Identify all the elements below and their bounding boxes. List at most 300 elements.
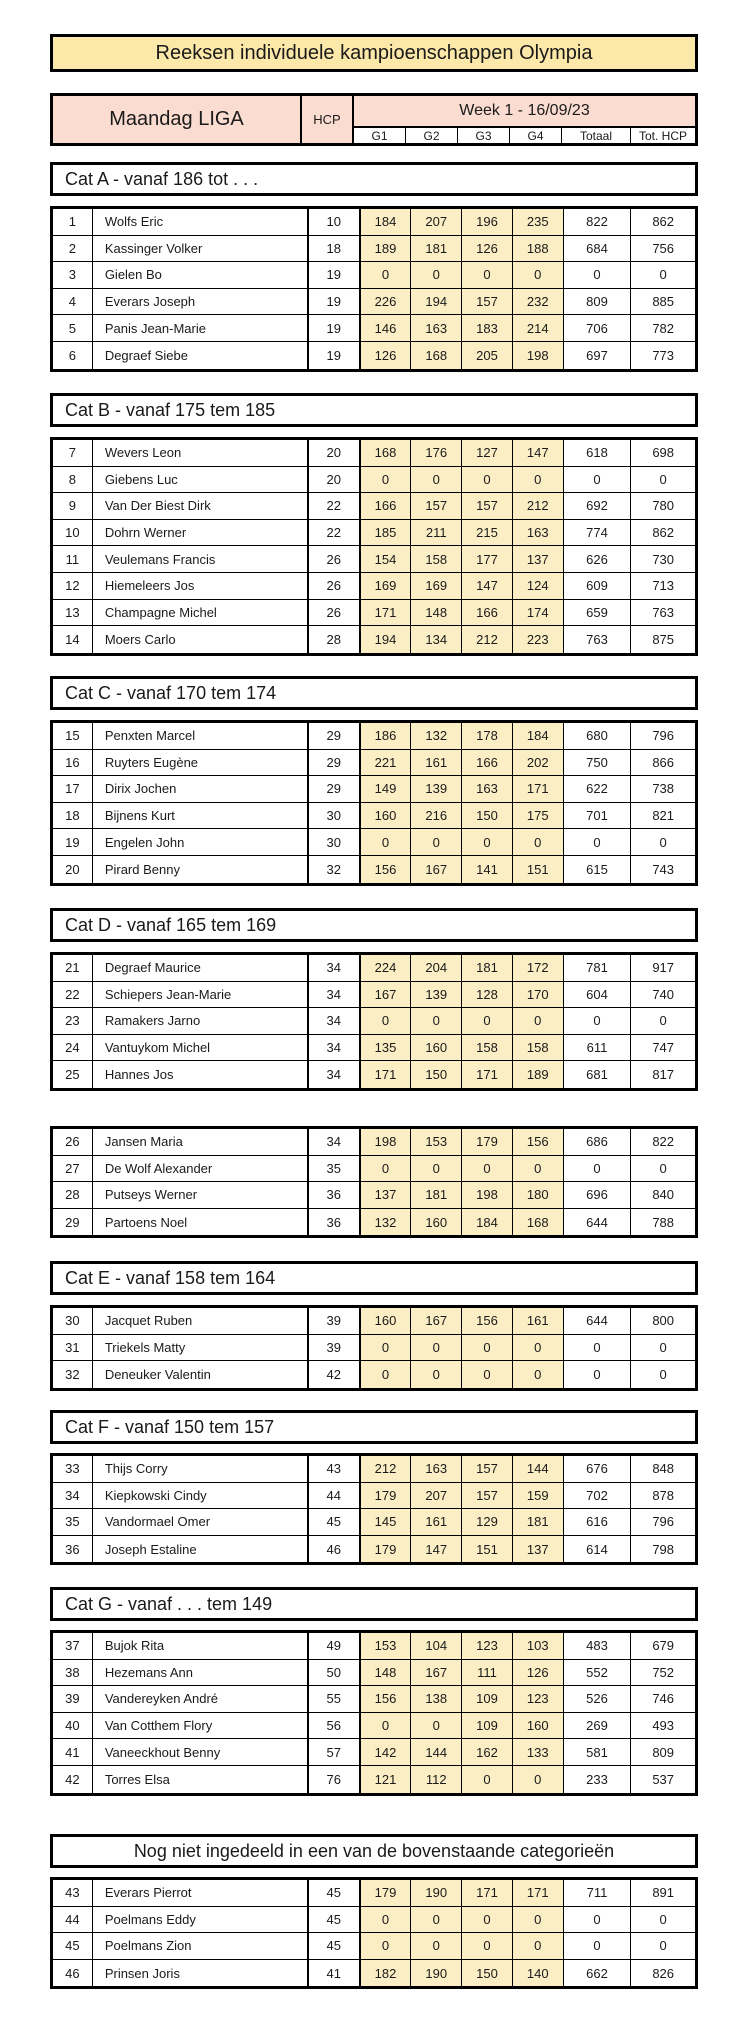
handicap: 19: [309, 262, 361, 288]
total-score: 681: [564, 1061, 632, 1088]
game-2-score: 161: [411, 1509, 462, 1535]
game-1-score: 182: [361, 1960, 412, 1987]
row-number: 16: [53, 750, 93, 776]
category-table: [50, 1453, 698, 1565]
table-row: [53, 289, 695, 316]
game-2-score: 150: [411, 1061, 462, 1088]
game-1-score: 146: [361, 315, 412, 341]
row-number: 13: [53, 600, 93, 626]
total-score: 483: [564, 1633, 632, 1659]
score-column-headers: [354, 128, 695, 143]
game-4-score: 198: [513, 342, 564, 369]
player-name: Penxten Marcel: [93, 723, 309, 749]
row-number: 8: [53, 467, 93, 493]
game-3-score: 128: [462, 982, 513, 1008]
total-hcp-score: 537: [652, 1771, 675, 1787]
game-1-score: 145: [361, 1509, 412, 1535]
row-number: 20: [53, 856, 93, 883]
total-score: 611: [564, 1035, 632, 1061]
game-2-score: 104: [411, 1633, 462, 1659]
game-3-score: 163: [462, 776, 513, 802]
player-name: Poelmans Zion: [93, 1933, 309, 1959]
player-name: Degraef Siebe: [93, 342, 309, 369]
game-3-score: 205: [462, 342, 513, 369]
game-2-score: 160: [411, 1209, 462, 1236]
category-heading: Cat A - vanaf 186 tot . . .: [50, 162, 698, 196]
handicap: 26: [309, 573, 361, 599]
total-hcp-score: 713: [652, 578, 675, 594]
game-2-score: 168: [411, 342, 462, 369]
total-score: 0: [564, 1156, 632, 1182]
player-name: Van Der Biest Dirk: [93, 493, 309, 519]
game-4-score: 223: [513, 626, 564, 653]
game-3-score: 109: [462, 1686, 513, 1712]
table-row: [53, 776, 695, 803]
row-number: 37: [53, 1633, 93, 1659]
game-4-score: 0: [513, 1907, 564, 1933]
player-name: Schiepers Jean-Marie: [93, 982, 309, 1008]
category-table: [50, 206, 698, 372]
player-name: Jacquet Ruben: [93, 1308, 309, 1334]
game-3-score: 157: [462, 1483, 513, 1509]
player-name: Kassinger Volker: [93, 236, 309, 262]
game-2-score: 167: [411, 1660, 462, 1686]
player-name: Joseph Estaline: [93, 1536, 309, 1563]
game-3-score: 177: [462, 546, 513, 572]
game-3-score: 129: [462, 1509, 513, 1535]
game-2-score: 163: [411, 1456, 462, 1482]
handicap: 20: [309, 440, 361, 466]
player-name: Veulemans Francis: [93, 546, 309, 572]
total-hcp-score: 817: [652, 1067, 675, 1083]
row-number: 32: [53, 1361, 93, 1388]
total-score: 233: [564, 1766, 632, 1793]
category-heading: Cat G - vanaf . . . tem 149: [50, 1587, 698, 1621]
game-4-score: 137: [513, 546, 564, 572]
total-score: 0: [564, 1008, 632, 1034]
game-2-score: 153: [411, 1129, 462, 1155]
total-score: 711: [564, 1880, 632, 1906]
row-number: 38: [53, 1660, 93, 1686]
player-name: Gielen Bo: [93, 262, 309, 288]
total-hcp-score: 698: [652, 445, 675, 461]
game-1-score: 167: [361, 982, 412, 1008]
handicap: 46: [309, 1536, 361, 1563]
row-number: 18: [53, 803, 93, 829]
table-row: [53, 803, 695, 830]
total-hcp-score: 738: [652, 781, 675, 797]
total-hcp-score: 885: [652, 294, 675, 310]
table-row: [53, 1308, 695, 1335]
game-1-score: 171: [361, 600, 412, 626]
total-hcp-score: 878: [652, 1487, 675, 1503]
table-row: [53, 546, 695, 573]
row-number: 5: [53, 315, 93, 341]
handicap: 22: [309, 493, 361, 519]
total-hcp-score: 866: [652, 754, 675, 770]
total-score: 609: [564, 573, 632, 599]
column-header-g1: G1: [354, 128, 406, 143]
game-1-score: 171: [361, 1061, 412, 1088]
week-title: Week 1 - 16/09/23: [354, 96, 695, 128]
player-name: Bujok Rita: [93, 1633, 309, 1659]
game-2-score: 216: [411, 803, 462, 829]
game-4-score: 235: [513, 209, 564, 235]
handicap: 19: [309, 342, 361, 369]
row-number: 42: [53, 1766, 93, 1793]
player-name: Putseys Werner: [93, 1182, 309, 1208]
game-1-score: 194: [361, 626, 412, 653]
game-2-score: 138: [411, 1686, 462, 1712]
handicap: 30: [309, 803, 361, 829]
player-name: Vaneeckhout Benny: [93, 1739, 309, 1765]
player-name: Giebens Luc: [93, 467, 309, 493]
table-row: [53, 982, 695, 1009]
table-row: [53, 1960, 695, 1987]
game-3-score: 158: [462, 1035, 513, 1061]
row-number: 40: [53, 1713, 93, 1739]
game-4-score: 171: [513, 1880, 564, 1906]
row-number: 30: [53, 1308, 93, 1334]
handicap: 19: [309, 289, 361, 315]
game-2-score: 181: [411, 1182, 462, 1208]
handicap: 32: [309, 856, 361, 883]
game-1-score: 0: [361, 1361, 412, 1388]
table-row: [53, 1182, 695, 1209]
total-score: 706: [564, 315, 632, 341]
total-score: 750: [564, 750, 632, 776]
row-number: 7: [53, 440, 93, 466]
handicap: 57: [309, 1739, 361, 1765]
total-score: 680: [564, 723, 632, 749]
game-4-score: 163: [513, 520, 564, 546]
game-1-score: 137: [361, 1182, 412, 1208]
total-hcp-score: 743: [652, 861, 675, 877]
handicap: 20: [309, 467, 361, 493]
game-3-score: 178: [462, 723, 513, 749]
row-number: 33: [53, 1456, 93, 1482]
total-hcp-score: 0: [659, 1938, 667, 1954]
table-row: [53, 1335, 695, 1362]
category-table: [50, 437, 698, 656]
game-4-score: 232: [513, 289, 564, 315]
row-number: 19: [53, 829, 93, 855]
player-name: Vantuykom Michel: [93, 1035, 309, 1061]
game-1-score: 166: [361, 493, 412, 519]
table-row: [53, 600, 695, 627]
table-row: [53, 1713, 695, 1740]
table-row: [53, 1907, 695, 1934]
row-number: 39: [53, 1686, 93, 1712]
handicap: 45: [309, 1933, 361, 1959]
game-4-score: 123: [513, 1686, 564, 1712]
game-2-score: 0: [411, 1713, 462, 1739]
table-row: [53, 750, 695, 777]
game-1-score: 189: [361, 236, 412, 262]
game-4-score: 0: [513, 1008, 564, 1034]
game-4-score: 144: [513, 1456, 564, 1482]
game-4-score: 171: [513, 776, 564, 802]
game-4-score: 175: [513, 803, 564, 829]
game-2-score: 158: [411, 546, 462, 572]
game-2-score: 0: [411, 1156, 462, 1182]
game-3-score: 0: [462, 1766, 513, 1793]
row-number: 41: [53, 1739, 93, 1765]
handicap: 26: [309, 546, 361, 572]
game-2-score: 148: [411, 600, 462, 626]
player-name: Everars Pierrot: [93, 1880, 309, 1906]
game-2-score: 207: [411, 209, 462, 235]
player-name: Champagne Michel: [93, 600, 309, 626]
game-2-score: 139: [411, 982, 462, 1008]
game-4-score: 158: [513, 1035, 564, 1061]
game-2-score: 144: [411, 1739, 462, 1765]
row-number: 35: [53, 1509, 93, 1535]
total-score: 269: [564, 1713, 632, 1739]
total-score: 822: [564, 209, 632, 235]
column-header-total-hcp: Tot. HCP: [638, 128, 687, 143]
total-hcp-score: 826: [652, 1965, 675, 1981]
total-score: 0: [564, 829, 632, 855]
game-4-score: 0: [513, 1766, 564, 1793]
game-4-score: 214: [513, 315, 564, 341]
game-1-score: 121: [361, 1766, 412, 1793]
table-row: [53, 1129, 695, 1156]
game-2-score: 0: [411, 1907, 462, 1933]
player-name: Vandereyken André: [93, 1686, 309, 1712]
player-name: Triekels Matty: [93, 1335, 309, 1361]
total-hcp-score: 875: [652, 631, 675, 647]
table-row: [53, 520, 695, 547]
game-2-score: 0: [411, 467, 462, 493]
player-name: Wevers Leon: [93, 440, 309, 466]
table-row: [53, 315, 695, 342]
game-4-score: 180: [513, 1182, 564, 1208]
game-4-score: 126: [513, 1660, 564, 1686]
row-number: 27: [53, 1156, 93, 1182]
handicap: 18: [309, 236, 361, 262]
handicap: 34: [309, 1061, 361, 1088]
total-hcp-score: 780: [652, 498, 675, 514]
game-3-score: 156: [462, 1308, 513, 1334]
game-2-score: 0: [411, 1933, 462, 1959]
row-number: 2: [53, 236, 93, 262]
total-score: 0: [564, 1335, 632, 1361]
total-hcp-score: 848: [652, 1461, 675, 1477]
total-hcp-score: 0: [659, 1160, 667, 1176]
row-number: 23: [53, 1008, 93, 1034]
column-header-g4: G4: [510, 128, 562, 143]
game-3-score: 162: [462, 1739, 513, 1765]
game-3-score: 127: [462, 440, 513, 466]
game-1-score: 0: [361, 1713, 412, 1739]
table-row: [53, 1536, 695, 1563]
game-3-score: 196: [462, 209, 513, 235]
game-3-score: 0: [462, 1156, 513, 1182]
table-row: [53, 723, 695, 750]
total-score: 684: [564, 236, 632, 262]
row-number: 4: [53, 289, 93, 315]
game-4-score: 161: [513, 1308, 564, 1334]
game-3-score: 126: [462, 236, 513, 262]
row-number: 22: [53, 982, 93, 1008]
handicap: 26: [309, 600, 361, 626]
game-1-score: 224: [361, 955, 412, 981]
total-score: 0: [564, 1933, 632, 1959]
game-3-score: 0: [462, 1361, 513, 1388]
total-score: 659: [564, 600, 632, 626]
total-score: 615: [564, 856, 632, 883]
game-2-score: 0: [411, 1335, 462, 1361]
total-hcp-score: 862: [652, 214, 675, 230]
game-3-score: 150: [462, 1960, 513, 1987]
league-name: Maandag LIGA: [53, 96, 302, 143]
table-row: [53, 1933, 695, 1960]
game-2-score: 112: [411, 1766, 462, 1793]
category-heading: Nog niet ingedeeld in een van de bovenstaande categorieën: [50, 1834, 698, 1868]
game-4-score: 184: [513, 723, 564, 749]
total-score: 686: [564, 1129, 632, 1155]
total-hcp-score: 809: [652, 1744, 675, 1760]
category-table: [50, 1630, 698, 1796]
game-1-score: 184: [361, 209, 412, 235]
table-row: [53, 1061, 695, 1088]
game-2-score: 139: [411, 776, 462, 802]
column-header-total: Totaal: [562, 128, 631, 143]
game-3-score: 0: [462, 829, 513, 855]
total-hcp-score: 788: [652, 1214, 675, 1230]
game-4-score: 170: [513, 982, 564, 1008]
total-score: 644: [564, 1308, 632, 1334]
player-name: Hannes Jos: [93, 1061, 309, 1088]
player-name: Everars Joseph: [93, 289, 309, 315]
category-table: [50, 952, 698, 1091]
table-row: [53, 467, 695, 494]
game-3-score: 183: [462, 315, 513, 341]
player-name: Engelen John: [93, 829, 309, 855]
game-3-score: 184: [462, 1209, 513, 1236]
total-hcp-score: 798: [652, 1541, 675, 1557]
row-number: 24: [53, 1035, 93, 1061]
row-number: 12: [53, 573, 93, 599]
handicap: 43: [309, 1456, 361, 1482]
table-row: [53, 1361, 695, 1388]
game-1-score: 179: [361, 1483, 412, 1509]
handicap: 42: [309, 1361, 361, 1388]
game-1-score: 221: [361, 750, 412, 776]
game-4-score: 181: [513, 1509, 564, 1535]
game-4-score: 0: [513, 829, 564, 855]
player-name: De Wolf Alexander: [93, 1156, 309, 1182]
total-score: 692: [564, 493, 632, 519]
total-score: 763: [564, 626, 632, 653]
table-row: [53, 1456, 695, 1483]
player-name: Vandormael Omer: [93, 1509, 309, 1535]
total-score: 626: [564, 546, 632, 572]
total-score: 774: [564, 520, 632, 546]
total-score: 616: [564, 1509, 632, 1535]
game-3-score: 151: [462, 1536, 513, 1563]
game-3-score: 215: [462, 520, 513, 546]
game-1-score: 226: [361, 289, 412, 315]
handicap: 76: [309, 1766, 361, 1793]
game-2-score: 160: [411, 1035, 462, 1061]
game-4-score: 151: [513, 856, 564, 883]
game-1-score: 169: [361, 573, 412, 599]
category-table: [50, 1305, 698, 1391]
table-row: [53, 829, 695, 856]
game-1-score: 154: [361, 546, 412, 572]
total-hcp-score: 0: [659, 1366, 667, 1382]
total-score: 552: [564, 1660, 632, 1686]
player-name: Dohrn Werner: [93, 520, 309, 546]
game-3-score: 0: [462, 1907, 513, 1933]
total-hcp-score: 0: [659, 834, 667, 850]
handicap: 34: [309, 1129, 361, 1155]
table-row: [53, 440, 695, 467]
handicap: 34: [309, 982, 361, 1008]
total-hcp-score: 800: [652, 1313, 675, 1329]
row-number: 1: [53, 209, 93, 235]
total-score: 526: [564, 1686, 632, 1712]
game-4-score: 0: [513, 1156, 564, 1182]
game-1-score: 179: [361, 1536, 412, 1563]
game-1-score: 186: [361, 723, 412, 749]
row-number: 45: [53, 1933, 93, 1959]
player-name: Panis Jean-Marie: [93, 315, 309, 341]
category-heading: Cat E - vanaf 158 tem 164: [50, 1261, 698, 1295]
game-4-score: 0: [513, 1335, 564, 1361]
table-row: [53, 1156, 695, 1183]
total-hcp-score: 0: [659, 1911, 667, 1927]
total-hcp-score: 0: [659, 471, 667, 487]
row-number: 28: [53, 1182, 93, 1208]
player-name: Torres Elsa: [93, 1766, 309, 1793]
game-1-score: 126: [361, 342, 412, 369]
player-name: Prinsen Joris: [93, 1960, 309, 1987]
game-1-score: 212: [361, 1456, 412, 1482]
table-row: [53, 1686, 695, 1713]
total-score: 697: [564, 342, 632, 369]
game-2-score: 194: [411, 289, 462, 315]
total-score: 0: [564, 1907, 632, 1933]
row-number: 29: [53, 1209, 93, 1236]
game-3-score: 123: [462, 1633, 513, 1659]
table-row: [53, 856, 695, 883]
game-4-score: 202: [513, 750, 564, 776]
handicap: 36: [309, 1209, 361, 1236]
row-number: 31: [53, 1335, 93, 1361]
handicap: 41: [309, 1960, 361, 1987]
player-name: Kiepkowski Cindy: [93, 1483, 309, 1509]
game-3-score: 181: [462, 955, 513, 981]
game-2-score: 181: [411, 236, 462, 262]
handicap: 34: [309, 1008, 361, 1034]
game-3-score: 0: [462, 467, 513, 493]
handicap: 39: [309, 1335, 361, 1361]
game-1-score: 0: [361, 1907, 412, 1933]
game-2-score: 157: [411, 493, 462, 519]
table-row: [53, 573, 695, 600]
game-4-score: 0: [513, 1361, 564, 1388]
total-hcp-score: 747: [652, 1040, 675, 1056]
game-4-score: 188: [513, 236, 564, 262]
game-2-score: 0: [411, 829, 462, 855]
handicap: 45: [309, 1907, 361, 1933]
total-hcp-score: 0: [659, 1339, 667, 1355]
total-hcp-score: 679: [652, 1638, 675, 1654]
table-row: [53, 1766, 695, 1793]
